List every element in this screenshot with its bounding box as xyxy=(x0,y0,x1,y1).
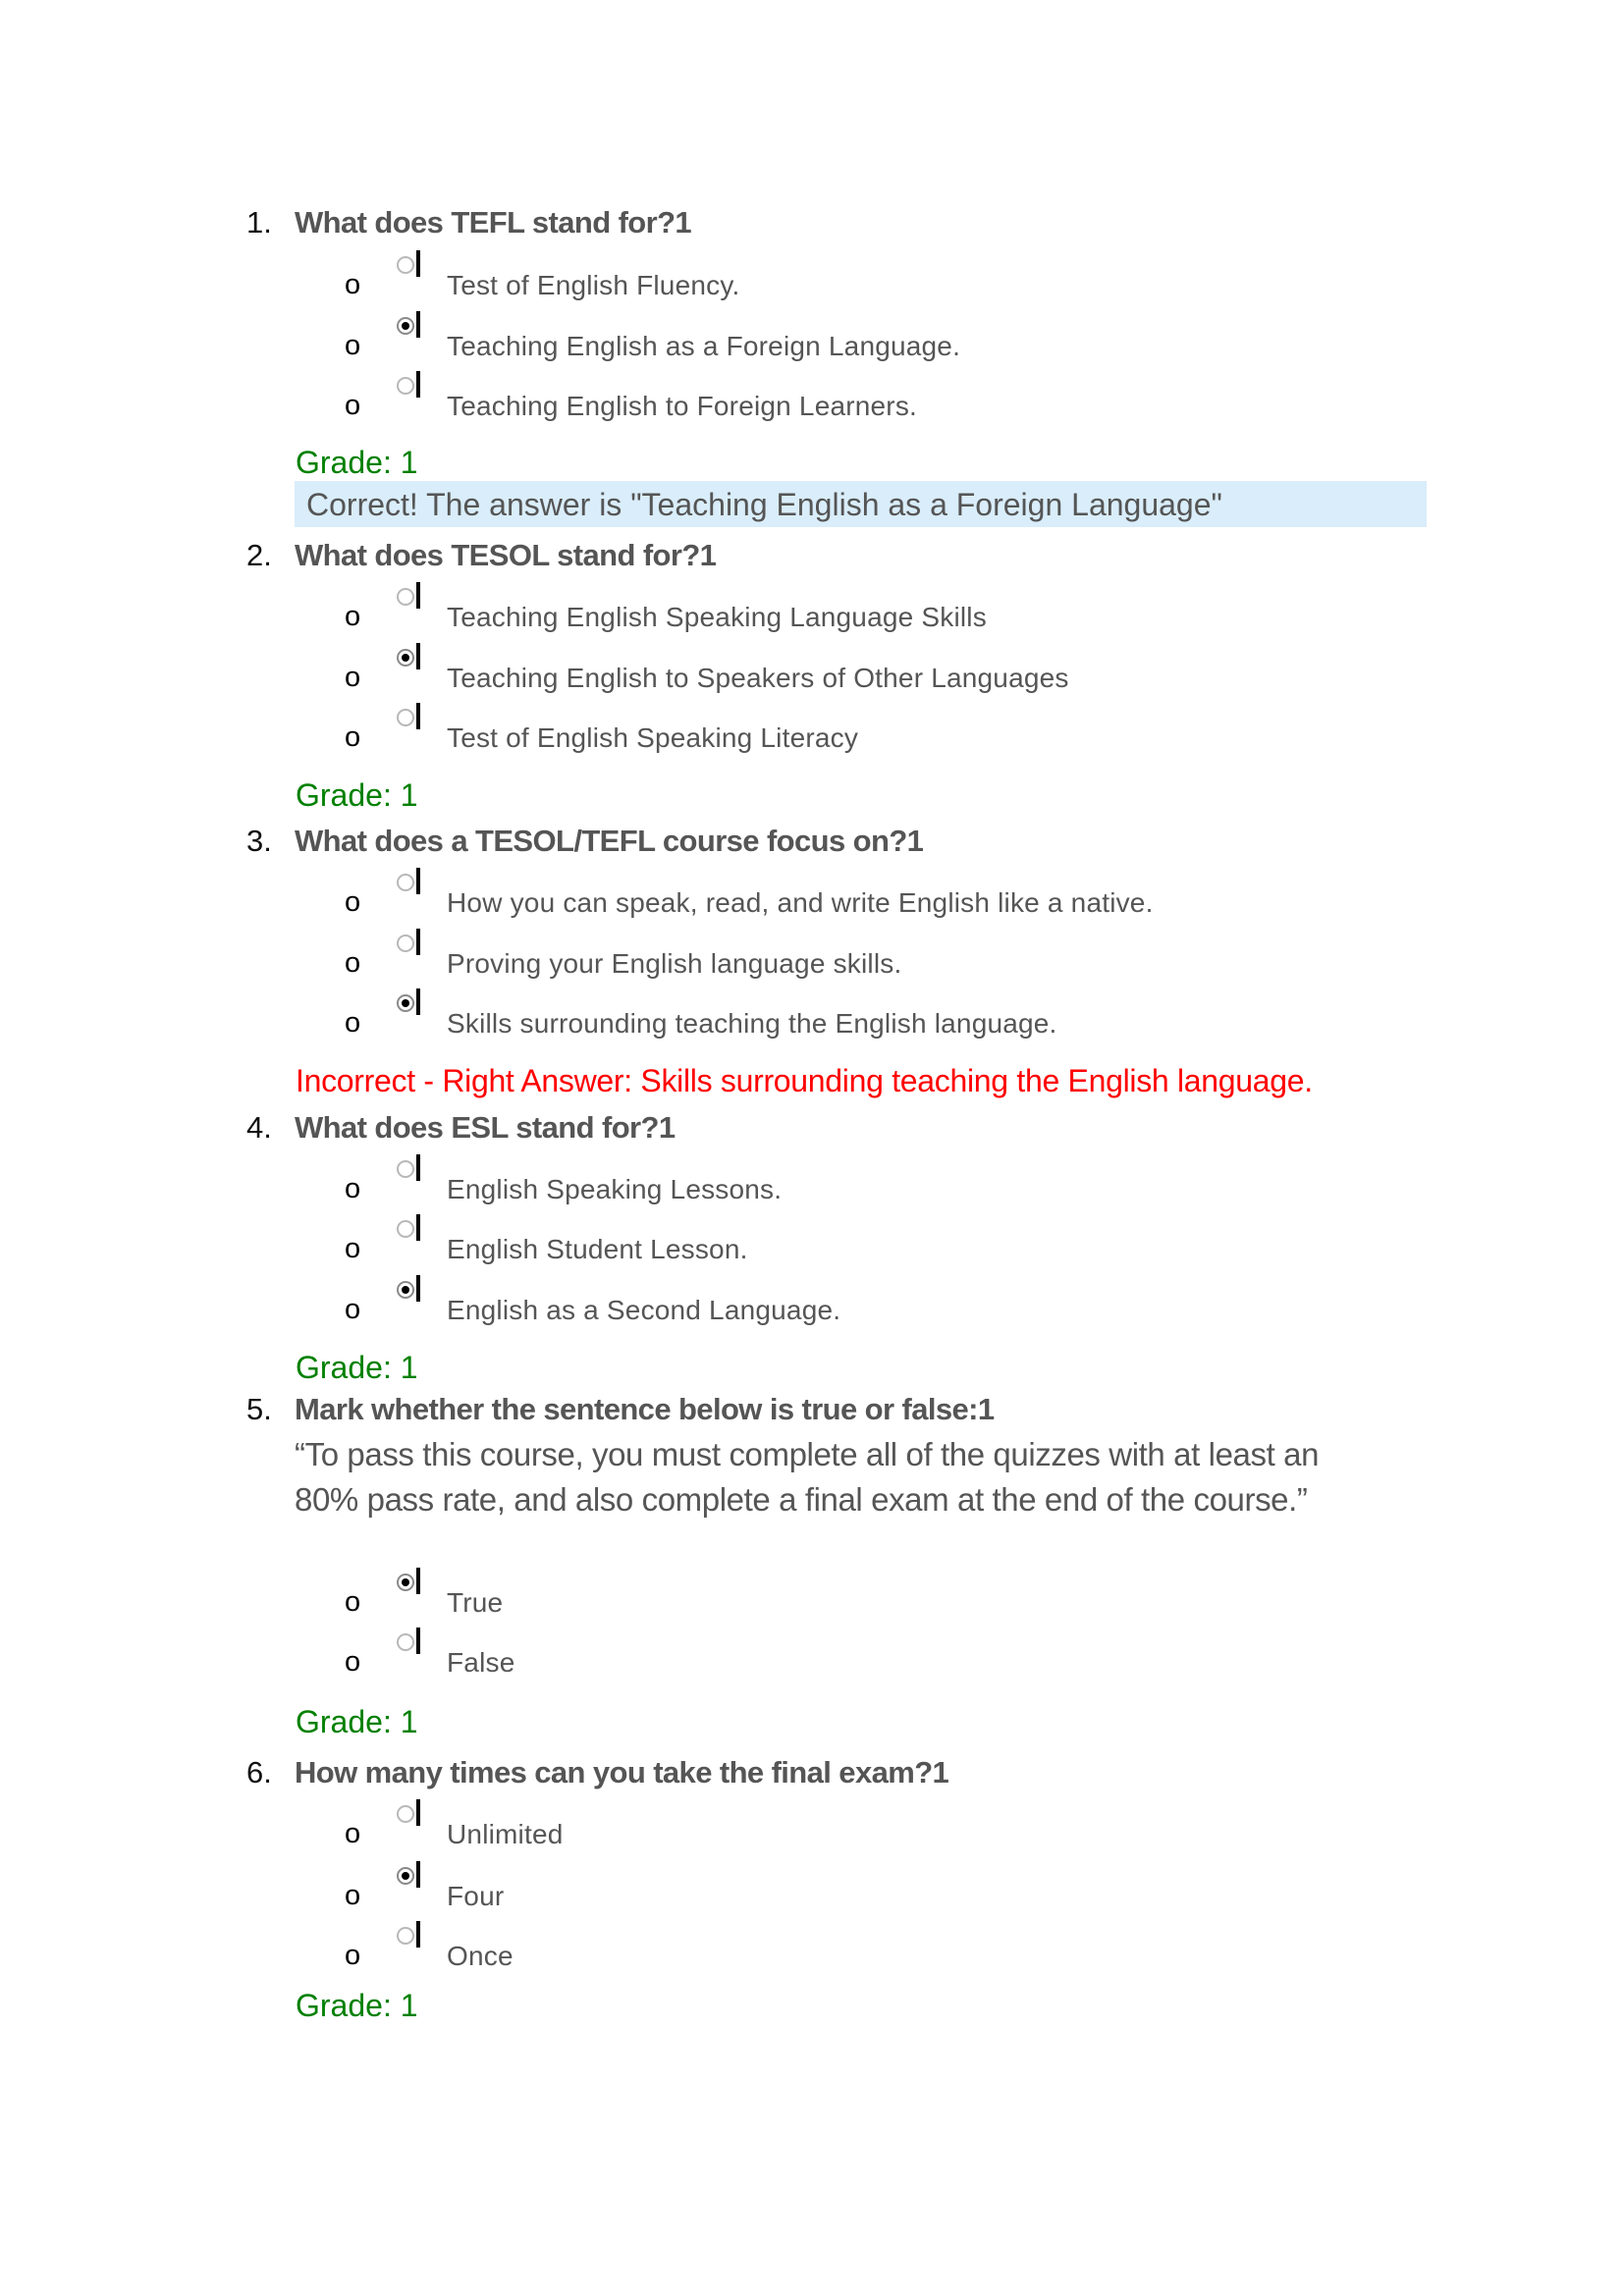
radio-unchecked-icon xyxy=(397,934,414,952)
radio-button[interactable] xyxy=(397,1154,423,1182)
cursor-bar xyxy=(416,868,420,894)
grade-text: Grade: 1 xyxy=(296,777,418,813)
radio-button[interactable] xyxy=(397,1861,423,1889)
list-bullet: o xyxy=(345,330,361,361)
option-label: Teaching English as a Foreign Language. xyxy=(447,331,961,361)
option-label: Once xyxy=(447,1941,514,1971)
option-label: True xyxy=(447,1587,504,1618)
cursor-bar xyxy=(416,929,420,955)
cursor-bar xyxy=(416,250,420,277)
radio-button[interactable] xyxy=(397,311,423,339)
question-number: 4. xyxy=(246,1110,272,1145)
radio-button[interactable] xyxy=(397,1799,423,1827)
cursor-bar xyxy=(416,1275,420,1302)
radio-button[interactable] xyxy=(397,1921,423,1949)
radio-unchecked-icon xyxy=(397,1160,414,1178)
list-bullet: o xyxy=(345,601,361,632)
cursor-bar xyxy=(416,1214,420,1241)
cursor-bar xyxy=(416,582,420,609)
cursor-bar xyxy=(416,988,420,1015)
option-label: Test of English Fluency. xyxy=(447,270,740,300)
question-title: Mark whether the sentence below is true or false:1 xyxy=(295,1392,995,1426)
cursor-bar xyxy=(416,643,420,669)
question-title: What does TEFL stand for?1 xyxy=(295,205,692,240)
option-label: Skills surrounding teaching the English language. xyxy=(447,1008,1057,1039)
radio-button[interactable] xyxy=(397,988,423,1016)
list-bullet: o xyxy=(345,1007,361,1039)
cursor-bar xyxy=(416,1628,420,1654)
radio-checked-icon xyxy=(397,649,414,667)
option-label: How you can speak, read, and write English like a native. xyxy=(447,887,1154,918)
cursor-bar xyxy=(416,1861,420,1888)
radio-checked-icon xyxy=(397,1281,414,1299)
radio-unchecked-icon xyxy=(397,1805,414,1823)
incorrect-feedback-text: Incorrect - Right Answer: Skills surrounding teaching the English language. xyxy=(296,1063,1313,1098)
grade-text: Grade: 1 xyxy=(296,1704,418,1739)
question-number: 2. xyxy=(246,538,272,572)
radio-checked-icon xyxy=(397,1867,414,1885)
option-label: Unlimited xyxy=(447,1819,564,1849)
list-bullet: o xyxy=(345,1880,361,1911)
radio-unchecked-icon xyxy=(397,377,414,395)
radio-checked-icon xyxy=(397,1574,414,1591)
radio-unchecked-icon xyxy=(397,1927,414,1945)
list-bullet: o xyxy=(345,1818,361,1849)
question-number: 3. xyxy=(246,824,272,858)
radio-button[interactable] xyxy=(397,1568,423,1595)
grade-text: Grade: 1 xyxy=(296,1350,418,1385)
option-label: Teaching English Speaking Language Skills xyxy=(447,602,987,632)
option-label: Teaching English to Foreign Learners. xyxy=(447,391,918,421)
list-bullet: o xyxy=(345,1294,361,1325)
cursor-bar xyxy=(416,1154,420,1181)
radio-button[interactable] xyxy=(397,371,423,399)
list-bullet: o xyxy=(345,1940,361,1971)
question-number: 5. xyxy=(246,1392,272,1426)
list-bullet: o xyxy=(345,721,361,753)
grade-text: Grade: 1 xyxy=(296,445,418,480)
list-bullet: o xyxy=(345,886,361,918)
radio-checked-icon xyxy=(397,317,414,335)
radio-checked-icon xyxy=(397,994,414,1012)
radio-button[interactable] xyxy=(397,643,423,670)
cursor-bar xyxy=(416,1921,420,1948)
radio-button[interactable] xyxy=(397,1275,423,1303)
radio-unchecked-icon xyxy=(397,1220,414,1238)
radio-unchecked-icon xyxy=(397,256,414,274)
statement-line-1: “To pass this course, you must complete all of the quizzes with at least an xyxy=(295,1436,1320,1472)
list-bullet: o xyxy=(345,947,361,979)
radio-unchecked-icon xyxy=(397,1633,414,1651)
grade-text: Grade: 1 xyxy=(296,1988,418,2023)
cursor-bar xyxy=(416,703,420,729)
radio-button[interactable] xyxy=(397,1628,423,1655)
radio-button[interactable] xyxy=(397,868,423,895)
list-bullet: o xyxy=(345,1586,361,1618)
radio-button[interactable] xyxy=(397,250,423,278)
option-label: False xyxy=(447,1647,515,1678)
question-title: What does TESOL stand for?1 xyxy=(295,538,717,572)
radio-unchecked-icon xyxy=(397,709,414,726)
question-title: What does ESL stand for?1 xyxy=(295,1110,676,1145)
cursor-bar xyxy=(416,1568,420,1594)
option-label: Proving your English language skills. xyxy=(447,948,902,979)
statement-line-2: 80% pass rate, and also complete a final exam at the end of the course.” xyxy=(295,1481,1308,1518)
list-bullet: o xyxy=(345,390,361,421)
list-bullet: o xyxy=(345,662,361,693)
radio-button[interactable] xyxy=(397,703,423,730)
feedback-box xyxy=(295,481,1427,527)
question-number: 1. xyxy=(246,205,272,240)
radio-unchecked-icon xyxy=(397,874,414,891)
list-bullet: o xyxy=(345,1233,361,1264)
list-bullet: o xyxy=(345,269,361,300)
option-label: Teaching English to Speakers of Other Languages xyxy=(447,663,1069,693)
feedback-text: Correct! The answer is "Teaching English as a Foreign Language" xyxy=(306,487,1222,522)
cursor-bar xyxy=(416,371,420,398)
list-bullet: o xyxy=(345,1173,361,1204)
radio-unchecked-icon xyxy=(397,588,414,606)
option-label: English Student Lesson. xyxy=(447,1234,748,1264)
option-label: Test of English Speaking Literacy xyxy=(447,722,859,753)
radio-button[interactable] xyxy=(397,1214,423,1242)
option-label: Four xyxy=(447,1881,505,1911)
list-bullet: o xyxy=(345,1646,361,1678)
question-title: How many times can you take the final exam?1 xyxy=(295,1755,949,1789)
radio-button[interactable] xyxy=(397,929,423,956)
cursor-bar xyxy=(416,311,420,338)
radio-button[interactable] xyxy=(397,582,423,610)
question-title: What does a TESOL/TEFL course focus on?1 xyxy=(295,824,924,858)
option-label: English Speaking Lessons. xyxy=(447,1174,783,1204)
cursor-bar xyxy=(416,1799,420,1826)
question-number: 6. xyxy=(246,1755,272,1789)
option-label: English as a Second Language. xyxy=(447,1295,841,1325)
